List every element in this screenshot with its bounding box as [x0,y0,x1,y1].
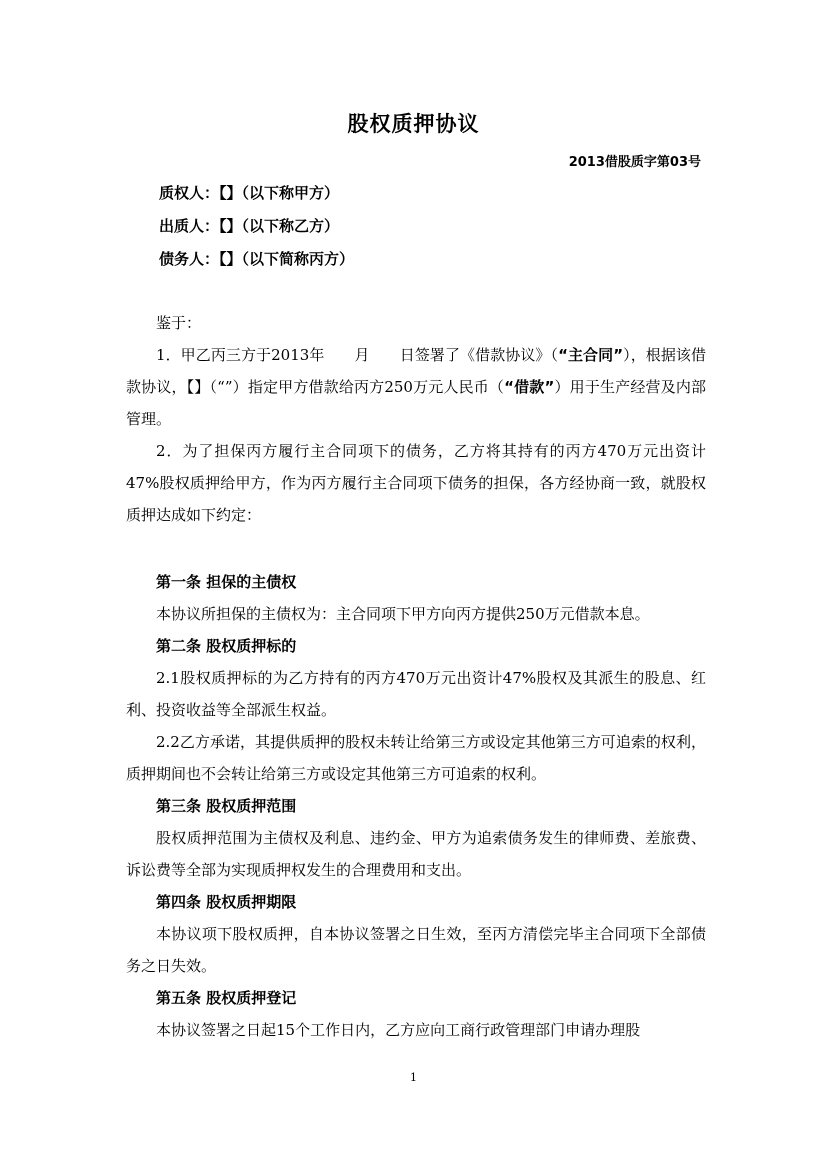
article-2-heading: 第二条 股权质押标的 [156,637,297,655]
article-2-paragraph-1: 2.1股权质押标的为乙方持有的丙方470万元出资计47%股权及其派生的股息、红利、投资收益等全部派生权益。 [126,669,706,719]
party-debtor [159,248,354,269]
party-value: 【】（以下简称丙方） [219,250,355,268]
article-5-paragraph: 本协议签署之日起15个工作日内，乙方应向工商行政管理部门申请办理股 [156,1021,641,1039]
article-5-heading: 第五条 股权质押登记 [156,989,297,1007]
article-4-heading: 第四条 股权质押期限 [156,893,297,911]
recitals-section [126,307,706,531]
party-value: 【】（以下称乙方） [219,217,340,235]
party-pledgor [159,215,339,236]
article-1-paragraph: 本协议所担保的主债权为：主合同项下甲方向丙方提供250万元借款本息。 [156,605,650,623]
article-4-paragraph: 本协议项下股权质押，自本协议签署之日生效，至丙方清偿完毕主合同项下全部债务之日失效。 [126,925,706,975]
party-pledgee [159,182,339,203]
document-number: 2013借股质字第03号 [568,155,701,170]
page-number: 1 [410,1071,417,1084]
recital-intro: 鉴于： [156,314,202,332]
article-2-paragraph-2: 2.2乙方承诺，其提供质押的股权未转让给第三方或设定其他第三方可追索的权利，质押期间也不会转让给第三方或设定其他第三方可追索的权利。 [126,733,706,783]
article-1-heading: 第一条 担保的主债权 [156,573,297,591]
recital-2: 2．为了担保丙方履行主合同项下的债务，乙方将其持有的丙方470万元出资计47%股权质押给甲方，作为丙方履行主合同项下债务的担保，各方经协商一致，就股权质押达成如下约定： [126,442,706,524]
recital-1: 1．甲乙丙三方于2013年 月 日签署了《借款协议》（“主合同”），根据该借款协议，【】（“”）指定甲方借款给丙方250万元人民币（“借款”）用于生产经营及内部管理。 [126,346,706,428]
document-title: 股权质押协议 [347,112,480,136]
article-3-heading: 第三条 股权质押范围 [156,797,297,815]
articles-section [126,566,706,1046]
party-label: 债务人： [159,250,220,268]
article-3-paragraph: 股权质押范围为主债权及利息、违约金、甲方为追索债务发生的律师费、差旅费、诉讼费等全部为实现质押权发生的合理费用和支出。 [126,829,706,879]
party-label: 出质人： [159,217,220,235]
party-value: 【】（以下称甲方） [219,184,340,202]
party-label: 质权人： [159,184,220,202]
